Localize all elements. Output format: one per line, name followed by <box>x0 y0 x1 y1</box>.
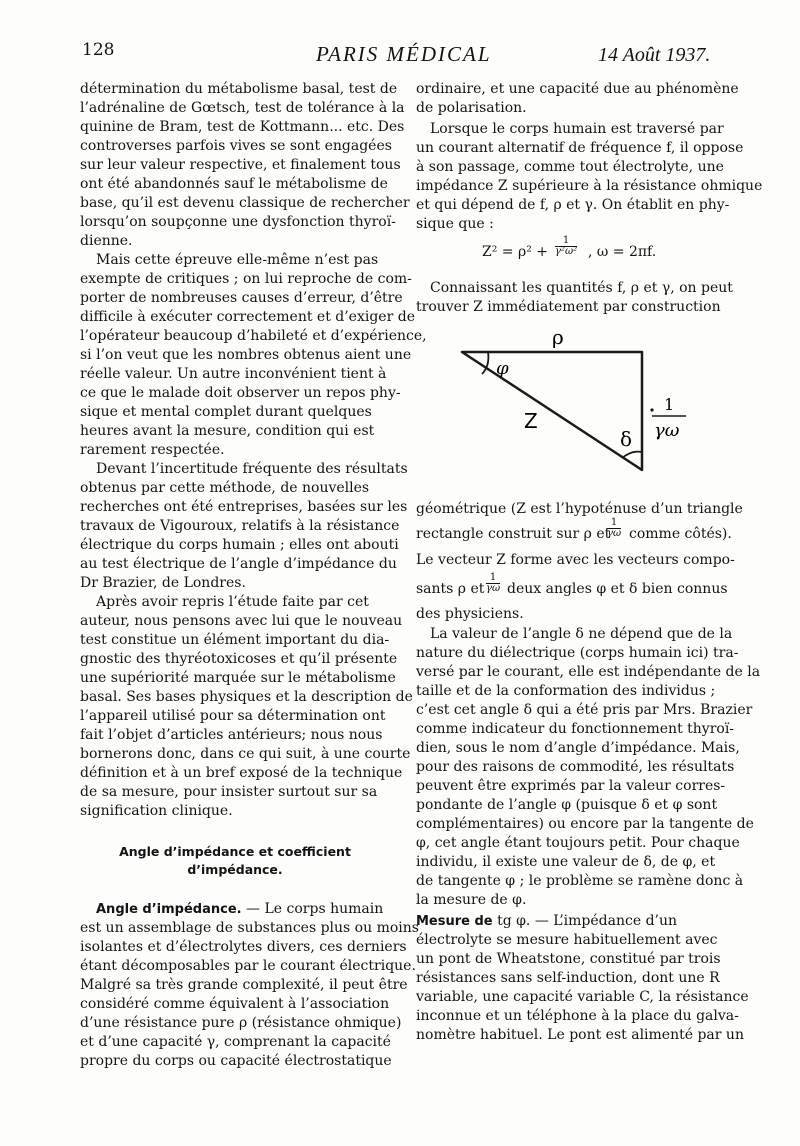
label-one: 1 <box>664 395 675 414</box>
text-line: étant décomposables par le courant électrique. <box>80 958 416 974</box>
label-z: Z <box>524 409 538 433</box>
text-line: des physiciens. <box>416 606 524 622</box>
text-line: — L’impédance d’un <box>530 913 678 929</box>
issue-date: 14 Août 1937. <box>598 44 711 66</box>
text-line: impédance Z supérieure à la résistance ohmique <box>416 178 763 194</box>
triangle-shape <box>462 352 642 470</box>
label-phi: φ <box>496 358 509 379</box>
text-line: taille et de la conformation des individus ; <box>416 683 716 699</box>
text-line: la mesure de φ. <box>416 892 527 908</box>
text-line: recherches ont été entreprises, basées sur les <box>80 499 408 515</box>
text-line: isolantes et d’électrolytes divers, ces derniers <box>80 939 407 955</box>
text-line: fait l’objet d’articles antérieurs; nous nous <box>80 727 383 743</box>
text-line: obtenus par cette méthode, de nouvelles <box>80 480 370 496</box>
text-line: exempte de critiques ; on lui reproche de com- <box>80 271 412 287</box>
text-line: difficile à exécuter correctement et d’exiger de <box>80 309 415 325</box>
text-line: est un assemblage de substances plus ou moins <box>80 920 419 936</box>
text-line: de polarisation. <box>416 100 527 116</box>
label-rho: ρ <box>552 330 564 349</box>
text-line: sique et mental complet durant quelques <box>80 404 372 420</box>
inline-fraction <box>607 518 621 539</box>
text-line: propre du corps ou capacité électrostatique <box>80 1053 392 1069</box>
label-gamma-omega: γω <box>654 420 680 441</box>
fraction-denominator: γω <box>607 528 622 539</box>
text-line: l’adrénaline de Gœtsch, test de tolérance à la <box>80 100 405 116</box>
text-line: et qui dépend de f, ρ et γ. On établit en phy- <box>416 197 730 213</box>
text-line: et d’une capacité γ, comprenant la capacité <box>80 1034 391 1050</box>
section-heading: Angle d’impédance et coefficient <box>119 844 351 859</box>
text-line: individu, il existe une valeur de δ, de φ, et <box>416 854 716 870</box>
text-line: considéré comme équivalent à l’association <box>80 996 390 1012</box>
text-line: bornerons donc, dans ce qui suit, à une courte <box>80 746 411 762</box>
journal-title: PARIS MÉDICAL <box>316 42 492 66</box>
text-line: si l’on veut que les nombres obtenus aient une <box>80 347 412 363</box>
text-line: Dr Brazier, de Londres. <box>80 575 246 591</box>
text-line: φ, cet angle étant toujours petit. Pour chaque <box>416 835 740 851</box>
text-line: résistances sans self-induction, dont une R <box>416 970 720 986</box>
fraction-denominator: γω <box>486 583 501 594</box>
text-line: de tangente φ ; le problème se ramène donc à <box>416 873 744 889</box>
paragraph-start <box>416 912 677 931</box>
subheading-tail: tg φ. <box>492 913 531 929</box>
text-line: trouver Z immédiatement par construction <box>416 299 721 315</box>
text-line: Après avoir repris l’étude faite par cet <box>96 594 369 610</box>
text-line: Malgré sa très grande complexité, il peut être <box>80 977 408 993</box>
text-line: Lorsque le corps humain est traversé par <box>430 121 724 137</box>
text-line: l’appareil utilisé pour sa détermination ont <box>80 708 386 724</box>
text-line: géométrique (Z est l’hypoténuse d’un triangle <box>416 501 743 517</box>
text-line: un pont de Wheatstone, constitué par trois <box>416 951 721 967</box>
text-line: lorsqu’on soupçonne une dysfonction thyroï- <box>80 214 396 230</box>
text-line: Le vecteur Z forme avec les vecteurs compo- <box>416 552 735 568</box>
paragraph-start <box>96 900 383 919</box>
text-line: signification clinique. <box>80 803 233 819</box>
text-line: quinine de Bram, test de Kottmann... etc. Des <box>80 119 405 135</box>
subheading: Mesure de <box>416 914 493 929</box>
text-line: comme côtés). <box>629 526 732 542</box>
label-dot <box>650 408 653 411</box>
angle-phi-arc <box>482 352 488 374</box>
text-line: test constitue un élément important du dia- <box>80 632 390 648</box>
page-number: 128 <box>82 40 115 60</box>
text-line: travaux de Vigouroux, relatifs à la résistance <box>80 518 400 534</box>
text-line: nomètre habituel. Le pont est alimenté par un <box>416 1027 744 1043</box>
formula-numerator: 1 <box>555 236 577 247</box>
text-line: complémentaires) ou encore par la tangente de <box>416 816 754 832</box>
text-line: rarement respectée. <box>80 442 225 458</box>
text-line: ont été abandonnés sauf le métabolisme de <box>80 176 388 192</box>
label-delta: δ <box>620 427 633 451</box>
text-line: comme indicateur du fonctionnement thyroï- <box>416 721 735 737</box>
formula-rhs: , ω = 2πf. <box>588 244 657 260</box>
text-line: base, qu’il est devenu classique de rechercher <box>80 195 410 211</box>
text-line: Connaissant les quantités f, ρ et γ, on peut <box>430 280 733 296</box>
text-line: basal. Ses bases physiques et la description de <box>80 689 413 705</box>
text-line: deux angles φ et δ bien connus <box>507 581 728 597</box>
text-line: de sa mesure, pour insister surtout sur sa <box>80 784 378 800</box>
text-line: auteur, nous pensons avec lui que le nouveau <box>80 613 403 629</box>
fraction-numerator: 1 <box>607 518 621 529</box>
section-heading-continued: d’impédance. <box>187 862 283 877</box>
text-line: définition et à un bref exposé de la technique <box>80 765 403 781</box>
text-line: dien, sous le nom d’angle d’impédance. Mais, <box>416 740 740 756</box>
formula-lhs: Z² = ρ² + <box>482 244 548 260</box>
text-line: électrique du corps humain ; elles ont abouti <box>80 537 399 553</box>
text-line: nature du diélectrique (corps humain ici) tra- <box>416 645 739 661</box>
text-line: variable, une capacité variable C, la résistance <box>416 989 749 1005</box>
text-line: controverses parfois vives se sont engagées <box>80 138 392 154</box>
text-line: détermination du métabolisme basal, test de <box>80 81 398 97</box>
fraction-numerator: 1 <box>486 573 500 584</box>
text-line: versé par le courant, elle est indépendante de la <box>416 664 761 680</box>
text-line: au test électrique de l’angle d’impédance du <box>80 556 397 572</box>
text-line: sur leur valeur respective, et finalement tous <box>80 157 401 173</box>
text-line: réelle valeur. Un autre inconvénient tient à <box>80 366 387 382</box>
text-line: ordinaire, et une capacité due au phénomène <box>416 81 739 97</box>
formula-fraction <box>555 236 577 257</box>
text-line: Devant l’incertitude fréquente des résultats <box>96 461 408 477</box>
text-line: électrolyte se mesure habituellement avec <box>416 932 718 948</box>
text-line: Mais cette épreuve elle-même n’est pas <box>96 252 379 268</box>
text-line: une supériorité marquée sur le métabolisme <box>80 670 396 686</box>
text-line: porter de nombreuses causes d’erreur, d’être <box>80 290 403 306</box>
angle-delta-arc <box>622 452 642 458</box>
text-line: d’une résistance pure ρ (résistance ohmique) <box>80 1015 402 1031</box>
subheading: Angle d’impédance. <box>96 902 242 917</box>
text-line: inconnue et un téléphone à la place du galva- <box>416 1008 739 1024</box>
text-line: gnostic des thyréotoxicoses et qu’il présente <box>80 651 398 667</box>
formula-denominator: γ²ω² <box>555 246 578 257</box>
text-line: pour des raisons de commodité, les résultats <box>416 759 735 775</box>
text-line: c’est cet angle δ qui a été pris par Mrs. Brazier <box>416 702 753 718</box>
text-line: La valeur de l’angle δ ne dépend que de la <box>430 626 733 642</box>
text-line: dienne. <box>80 233 133 249</box>
text-line: sants ρ et <box>416 581 485 597</box>
text-line: rectangle construit sur ρ et <box>416 526 611 542</box>
inline-fraction <box>486 573 500 594</box>
text-line: à son passage, comme tout électrolyte, une <box>416 159 724 175</box>
text-line: ce que le malade doit observer un repos phy- <box>80 385 401 401</box>
text-line: — Le corps humain <box>241 901 384 917</box>
impedance-triangle-figure <box>440 330 700 480</box>
text-line: un courant alternatif de fréquence f, il oppose <box>416 140 744 156</box>
text-line: sique que : <box>416 216 494 232</box>
text-line: pondante de l’angle φ (puisque δ et φ sont <box>416 797 718 813</box>
text-line: heures avant la mesure, condition qui est <box>80 423 375 439</box>
text-line: peuvent être exprimés par la valeur corres- <box>416 778 726 794</box>
text-line: l’opérateur beaucoup d’habileté et d’expérience, <box>80 328 427 344</box>
